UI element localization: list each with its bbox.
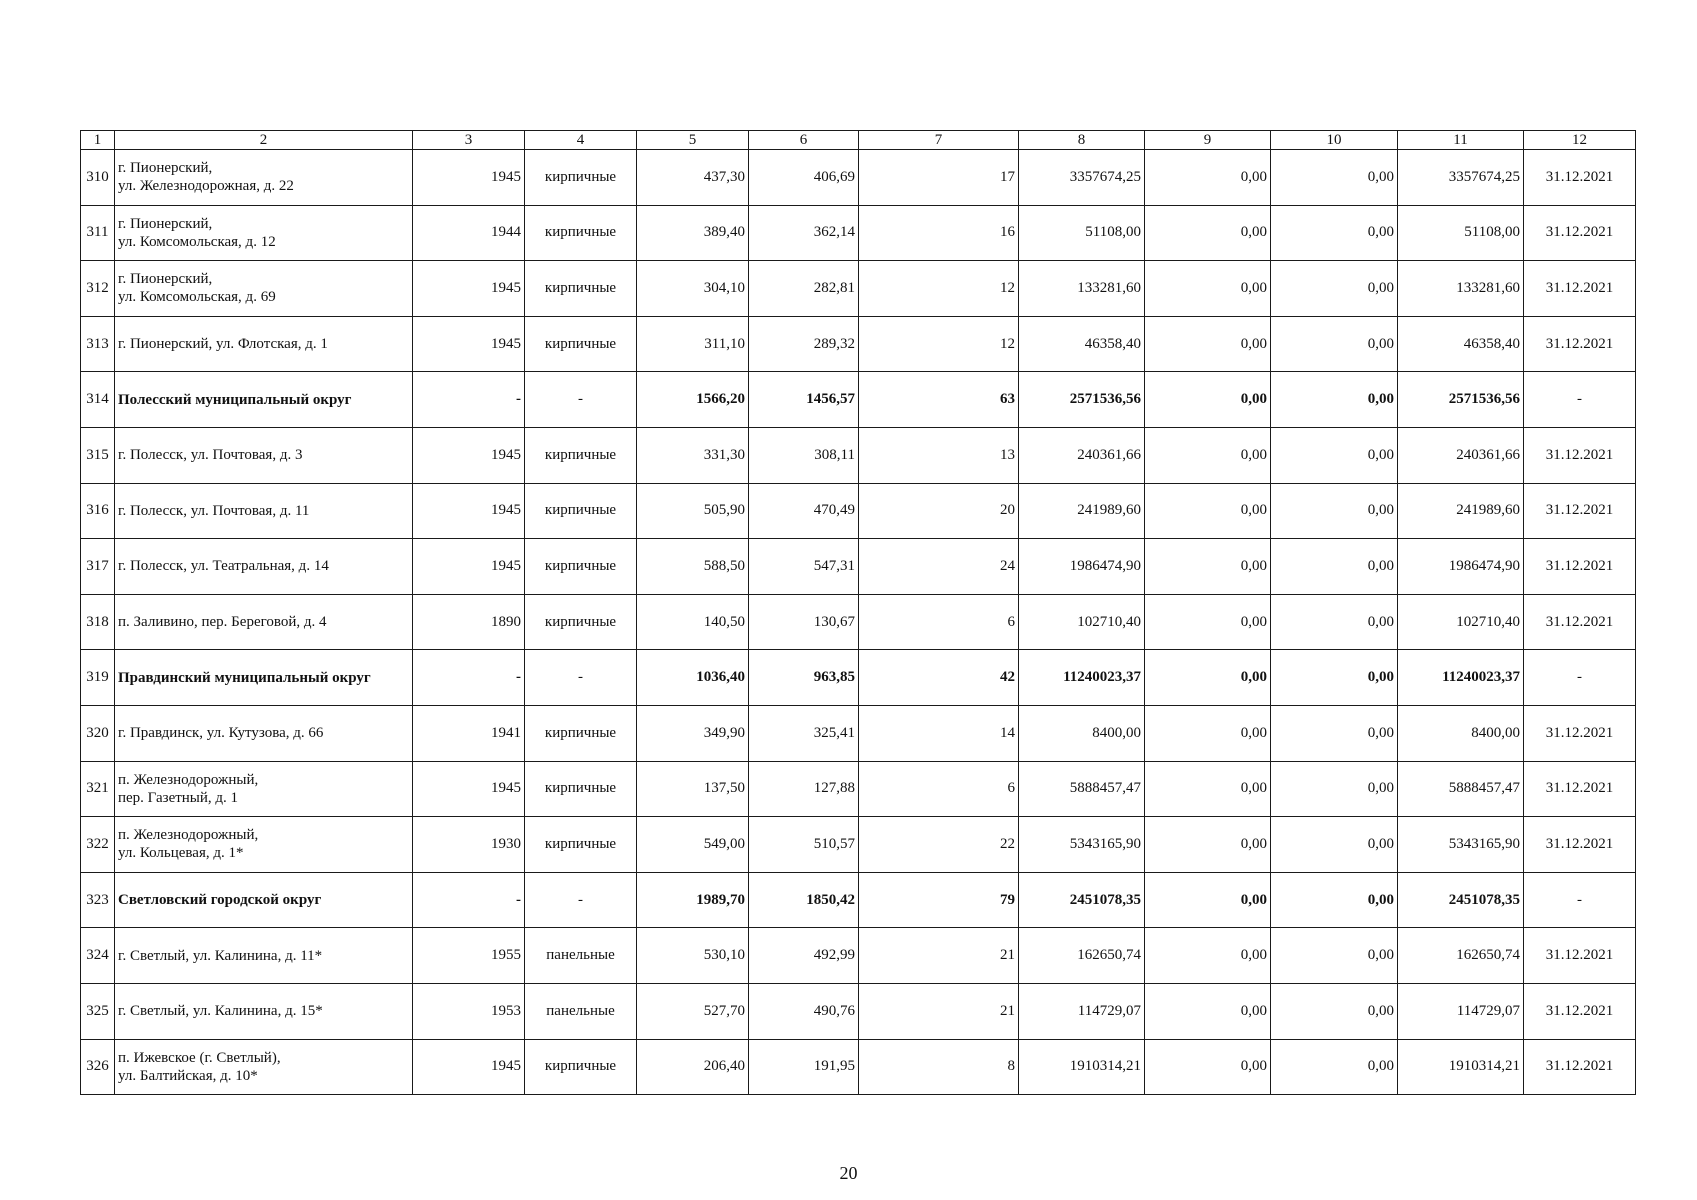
cost-total-cell: 46358,40 — [1019, 316, 1145, 372]
material-cell: кирпичные — [525, 1039, 637, 1095]
material-cell: кирпичные — [525, 817, 637, 873]
address-cell — [115, 872, 413, 928]
year-cell: 1945 — [413, 316, 525, 372]
total-area-cell: 1989,70 — [637, 872, 749, 928]
date-cell: 31.12.2021 — [1524, 928, 1636, 984]
cost-total-cell: 2571536,56 — [1019, 372, 1145, 428]
residents-cell: 8 — [859, 1039, 1019, 1095]
total-area-cell: 1036,40 — [637, 650, 749, 706]
col-header-4: 4 — [525, 131, 637, 150]
material-cell: кирпичные — [525, 427, 637, 483]
residents-cell: 21 — [859, 983, 1019, 1039]
total-area-cell: 206,40 — [637, 1039, 749, 1095]
residents-cell: 6 — [859, 594, 1019, 650]
address-cell — [115, 983, 413, 1039]
row-number: 315 — [81, 427, 115, 483]
cost-total-cell: 1910314,21 — [1019, 1039, 1145, 1095]
table-row — [81, 539, 1636, 595]
year-cell: 1945 — [413, 483, 525, 539]
row-number: 318 — [81, 594, 115, 650]
total-area-cell: 527,70 — [637, 983, 749, 1039]
cost-total-cell: 133281,60 — [1019, 261, 1145, 317]
living-area-cell: 492,99 — [749, 928, 859, 984]
column-9-cell: 0,00 — [1145, 261, 1271, 317]
column-11-cell: 1986474,90 — [1398, 539, 1524, 595]
row-number: 323 — [81, 872, 115, 928]
table-row — [81, 983, 1636, 1039]
col-header-7: 7 — [859, 131, 1019, 150]
address-line-1: п. Заливино, пер. Береговой, д. 4 — [118, 614, 327, 631]
living-area-cell: 490,76 — [749, 983, 859, 1039]
total-area-cell: 140,50 — [637, 594, 749, 650]
date-cell: 31.12.2021 — [1524, 594, 1636, 650]
address-cell — [115, 427, 413, 483]
column-9-cell: 0,00 — [1145, 539, 1271, 595]
row-number: 326 — [81, 1039, 115, 1095]
col-header-1: 1 — [81, 131, 115, 150]
address-line-2: ул. Комсомольская, д. 69 — [118, 289, 276, 306]
table-row — [81, 705, 1636, 761]
cost-total-cell: 1986474,90 — [1019, 539, 1145, 595]
address-line-1: г. Правдинск, ул. Кутузова, д. 66 — [118, 725, 324, 742]
living-area-cell: 470,49 — [749, 483, 859, 539]
residents-cell: 79 — [859, 872, 1019, 928]
residents-cell: 6 — [859, 761, 1019, 817]
table-row — [81, 316, 1636, 372]
column-10-cell: 0,00 — [1271, 205, 1398, 261]
residents-cell: 12 — [859, 261, 1019, 317]
year-cell: - — [413, 650, 525, 706]
address-cell — [115, 150, 413, 206]
column-9-cell: 0,00 — [1145, 817, 1271, 873]
column-9-cell: 0,00 — [1145, 205, 1271, 261]
cost-total-cell: 102710,40 — [1019, 594, 1145, 650]
year-cell: 1890 — [413, 594, 525, 650]
material-cell: - — [525, 872, 637, 928]
column-10-cell: 0,00 — [1271, 594, 1398, 650]
material-cell: кирпичные — [525, 539, 637, 595]
address-cell — [115, 817, 413, 873]
column-11-cell: 162650,74 — [1398, 928, 1524, 984]
row-number: 313 — [81, 316, 115, 372]
column-9-cell: 0,00 — [1145, 761, 1271, 817]
living-area-cell: 130,67 — [749, 594, 859, 650]
address-line-1: п. Железнодорожный, — [118, 827, 259, 844]
year-cell: 1945 — [413, 427, 525, 483]
date-cell: - — [1524, 650, 1636, 706]
column-9-cell: 0,00 — [1145, 983, 1271, 1039]
column-9-cell: 0,00 — [1145, 928, 1271, 984]
row-number: 310 — [81, 150, 115, 206]
cost-total-cell: 3357674,25 — [1019, 150, 1145, 206]
table-row — [81, 372, 1636, 428]
column-10-cell: 0,00 — [1271, 261, 1398, 317]
material-cell: панельные — [525, 928, 637, 984]
col-header-9: 9 — [1145, 131, 1271, 150]
page-number: 20 — [839, 1163, 858, 1183]
column-11-cell: 2451078,35 — [1398, 872, 1524, 928]
address-line-2: пер. Газетный, д. 1 — [118, 789, 239, 806]
date-cell: 31.12.2021 — [1524, 205, 1636, 261]
living-area-cell: 406,69 — [749, 150, 859, 206]
col-header-6: 6 — [749, 131, 859, 150]
cost-total-cell: 8400,00 — [1019, 705, 1145, 761]
total-area-cell: 530,10 — [637, 928, 749, 984]
column-10-cell: 0,00 — [1271, 817, 1398, 873]
column-9-cell: 0,00 — [1145, 150, 1271, 206]
row-number: 320 — [81, 705, 115, 761]
year-cell: 1930 — [413, 817, 525, 873]
living-area-cell: 282,81 — [749, 261, 859, 317]
column-11-cell: 11240023,37 — [1398, 650, 1524, 706]
living-area-cell: 963,85 — [749, 650, 859, 706]
column-9-cell: 0,00 — [1145, 483, 1271, 539]
cost-total-cell: 5343165,90 — [1019, 817, 1145, 873]
column-10-cell: 0,00 — [1271, 872, 1398, 928]
column-9-cell: 0,00 — [1145, 427, 1271, 483]
material-cell: кирпичные — [525, 261, 637, 317]
residents-cell: 13 — [859, 427, 1019, 483]
address-cell — [115, 705, 413, 761]
residents-cell: 14 — [859, 705, 1019, 761]
cost-total-cell: 11240023,37 — [1019, 650, 1145, 706]
date-cell: 31.12.2021 — [1524, 316, 1636, 372]
cost-total-cell: 162650,74 — [1019, 928, 1145, 984]
address-cell — [115, 1039, 413, 1095]
material-cell: кирпичные — [525, 205, 637, 261]
material-cell: кирпичные — [525, 150, 637, 206]
cost-total-cell: 5888457,47 — [1019, 761, 1145, 817]
date-cell: - — [1524, 372, 1636, 428]
table-row — [81, 928, 1636, 984]
date-cell: 31.12.2021 — [1524, 539, 1636, 595]
column-9-cell: 0,00 — [1145, 872, 1271, 928]
total-area-cell: 549,00 — [637, 817, 749, 873]
year-cell: 1955 — [413, 928, 525, 984]
column-11-cell: 3357674,25 — [1398, 150, 1524, 206]
column-10-cell: 0,00 — [1271, 316, 1398, 372]
residents-cell: 42 — [859, 650, 1019, 706]
date-cell: - — [1524, 872, 1636, 928]
year-cell: 1944 — [413, 205, 525, 261]
residents-cell: 16 — [859, 205, 1019, 261]
col-header-3: 3 — [413, 131, 525, 150]
column-11-cell: 2571536,56 — [1398, 372, 1524, 428]
table-row — [81, 205, 1636, 261]
housing-table — [80, 130, 1636, 1095]
total-area-cell: 1566,20 — [637, 372, 749, 428]
row-number: 316 — [81, 483, 115, 539]
date-cell: 31.12.2021 — [1524, 261, 1636, 317]
address-cell — [115, 316, 413, 372]
column-9-cell: 0,00 — [1145, 316, 1271, 372]
column-10-cell: 0,00 — [1271, 427, 1398, 483]
column-11-cell: 114729,07 — [1398, 983, 1524, 1039]
column-11-cell: 1910314,21 — [1398, 1039, 1524, 1095]
date-cell: 31.12.2021 — [1524, 427, 1636, 483]
col-header-12: 12 — [1524, 131, 1636, 150]
table-row — [81, 650, 1636, 706]
address-line-1: г. Полесск, ул. Театральная, д. 14 — [118, 558, 329, 575]
year-cell: 1945 — [413, 150, 525, 206]
col-header-8: 8 — [1019, 131, 1145, 150]
table-row — [81, 427, 1636, 483]
living-area-cell: 1456,57 — [749, 372, 859, 428]
address-cell — [115, 372, 413, 428]
column-10-cell: 0,00 — [1271, 150, 1398, 206]
material-cell: - — [525, 650, 637, 706]
row-number: 312 — [81, 261, 115, 317]
year-cell: - — [413, 872, 525, 928]
total-area-cell: 389,40 — [637, 205, 749, 261]
cost-total-cell: 240361,66 — [1019, 427, 1145, 483]
column-10-cell: 0,00 — [1271, 372, 1398, 428]
column-10-cell: 0,00 — [1271, 539, 1398, 595]
living-area-cell: 127,88 — [749, 761, 859, 817]
column-11-cell: 8400,00 — [1398, 705, 1524, 761]
column-11-cell: 133281,60 — [1398, 261, 1524, 317]
year-cell: 1945 — [413, 761, 525, 817]
material-cell: кирпичные — [525, 483, 637, 539]
material-cell: кирпичные — [525, 761, 637, 817]
row-number: 324 — [81, 928, 115, 984]
table-row — [81, 761, 1636, 817]
address-line-1: г. Пионерский, — [118, 271, 213, 288]
address-line-2: ул. Железнодорожная, д. 22 — [118, 178, 294, 195]
row-number: 311 — [81, 205, 115, 261]
col-header-10: 10 — [1271, 131, 1398, 150]
residents-cell: 20 — [859, 483, 1019, 539]
col-header-11: 11 — [1398, 131, 1524, 150]
year-cell: 1945 — [413, 261, 525, 317]
table-row — [81, 872, 1636, 928]
date-cell: 31.12.2021 — [1524, 150, 1636, 206]
total-area-cell: 311,10 — [637, 316, 749, 372]
material-cell: панельные — [525, 983, 637, 1039]
row-number: 321 — [81, 761, 115, 817]
residents-cell: 12 — [859, 316, 1019, 372]
cost-total-cell: 114729,07 — [1019, 983, 1145, 1039]
column-9-cell: 0,00 — [1145, 650, 1271, 706]
address-line-1: п. Ижевское (г. Светлый), — [118, 1049, 281, 1066]
date-cell: 31.12.2021 — [1524, 983, 1636, 1039]
total-area-cell: 331,30 — [637, 427, 749, 483]
living-area-cell: 362,14 — [749, 205, 859, 261]
date-cell: 31.12.2021 — [1524, 761, 1636, 817]
table-row — [81, 483, 1636, 539]
table-row — [81, 594, 1636, 650]
column-9-cell: 0,00 — [1145, 372, 1271, 428]
address-line-1: г. Полесск, ул. Почтовая, д. 3 — [118, 447, 303, 464]
row-number: 322 — [81, 817, 115, 873]
address-cell — [115, 483, 413, 539]
address-cell — [115, 205, 413, 261]
address-cell — [115, 928, 413, 984]
year-cell: 1941 — [413, 705, 525, 761]
address-line-2: ул. Балтийская, д. 10* — [118, 1067, 258, 1084]
living-area-cell: 510,57 — [749, 817, 859, 873]
table-row — [81, 261, 1636, 317]
address-cell — [115, 650, 413, 706]
column-11-cell: 240361,66 — [1398, 427, 1524, 483]
cost-total-cell: 51108,00 — [1019, 205, 1145, 261]
address-line-1: г. Пионерский, — [118, 215, 213, 232]
address-line-1: п. Железнодорожный, — [118, 771, 259, 788]
column-10-cell: 0,00 — [1271, 705, 1398, 761]
column-9-cell: 0,00 — [1145, 705, 1271, 761]
date-cell: 31.12.2021 — [1524, 705, 1636, 761]
year-cell: 1945 — [413, 1039, 525, 1095]
column-9-cell: 0,00 — [1145, 594, 1271, 650]
table-body — [81, 150, 1636, 1095]
total-area-cell: 437,30 — [637, 150, 749, 206]
address-cell — [115, 594, 413, 650]
address-line-2: ул. Комсомольская, д. 12 — [118, 233, 276, 250]
column-10-cell: 0,00 — [1271, 1039, 1398, 1095]
living-area-cell: 1850,42 — [749, 872, 859, 928]
column-11-cell: 46358,40 — [1398, 316, 1524, 372]
col-header-5: 5 — [637, 131, 749, 150]
cost-total-cell: 241989,60 — [1019, 483, 1145, 539]
row-number: 317 — [81, 539, 115, 595]
material-cell: - — [525, 372, 637, 428]
address-line-1: Полесский муниципальный округ — [118, 391, 352, 408]
living-area-cell: 325,41 — [749, 705, 859, 761]
residents-cell: 21 — [859, 928, 1019, 984]
total-area-cell: 588,50 — [637, 539, 749, 595]
column-11-cell: 241989,60 — [1398, 483, 1524, 539]
address-line-1: Правдинский муниципальный округ — [118, 669, 371, 686]
date-cell: 31.12.2021 — [1524, 1039, 1636, 1095]
column-11-cell: 51108,00 — [1398, 205, 1524, 261]
column-10-cell: 0,00 — [1271, 928, 1398, 984]
column-10-cell: 0,00 — [1271, 761, 1398, 817]
address-line-1: г. Светлый, ул. Калинина, д. 11* — [118, 947, 323, 964]
living-area-cell: 191,95 — [749, 1039, 859, 1095]
living-area-cell: 308,11 — [749, 427, 859, 483]
living-area-cell: 289,32 — [749, 316, 859, 372]
residents-cell: 17 — [859, 150, 1019, 206]
address-line-1: г. Пионерский, — [118, 160, 213, 177]
year-cell: - — [413, 372, 525, 428]
living-area-cell: 547,31 — [749, 539, 859, 595]
column-10-cell: 0,00 — [1271, 483, 1398, 539]
residents-cell: 24 — [859, 539, 1019, 595]
total-area-cell: 505,90 — [637, 483, 749, 539]
column-11-cell: 5343165,90 — [1398, 817, 1524, 873]
material-cell: кирпичные — [525, 594, 637, 650]
column-11-cell: 5888457,47 — [1398, 761, 1524, 817]
row-number: 325 — [81, 983, 115, 1039]
date-cell: 31.12.2021 — [1524, 483, 1636, 539]
column-11-cell: 102710,40 — [1398, 594, 1524, 650]
address-line-1: г. Полесск, ул. Почтовая, д. 11 — [118, 502, 310, 519]
column-9-cell: 0,00 — [1145, 1039, 1271, 1095]
header-row — [81, 131, 1636, 150]
material-cell: кирпичные — [525, 705, 637, 761]
year-cell: 1945 — [413, 539, 525, 595]
residents-cell: 22 — [859, 817, 1019, 873]
col-header-2: 2 — [115, 131, 413, 150]
column-10-cell: 0,00 — [1271, 983, 1398, 1039]
date-cell: 31.12.2021 — [1524, 817, 1636, 873]
material-cell: кирпичные — [525, 316, 637, 372]
address-line-2: ул. Кольцевая, д. 1* — [118, 845, 244, 862]
column-10-cell: 0,00 — [1271, 650, 1398, 706]
table-row — [81, 150, 1636, 206]
total-area-cell: 137,50 — [637, 761, 749, 817]
total-area-cell: 349,90 — [637, 705, 749, 761]
cost-total-cell: 2451078,35 — [1019, 872, 1145, 928]
row-number: 319 — [81, 650, 115, 706]
address-line-1: Светловский городской округ — [118, 892, 322, 909]
residents-cell: 63 — [859, 372, 1019, 428]
table-row — [81, 817, 1636, 873]
address-cell — [115, 539, 413, 595]
address-line-1: г. Пионерский, ул. Флотская, д. 1 — [118, 336, 328, 353]
table-row — [81, 1039, 1636, 1095]
address-cell — [115, 261, 413, 317]
row-number: 314 — [81, 372, 115, 428]
address-cell — [115, 761, 413, 817]
address-line-1: г. Светлый, ул. Калинина, д. 15* — [118, 1003, 323, 1020]
total-area-cell: 304,10 — [637, 261, 749, 317]
year-cell: 1953 — [413, 983, 525, 1039]
